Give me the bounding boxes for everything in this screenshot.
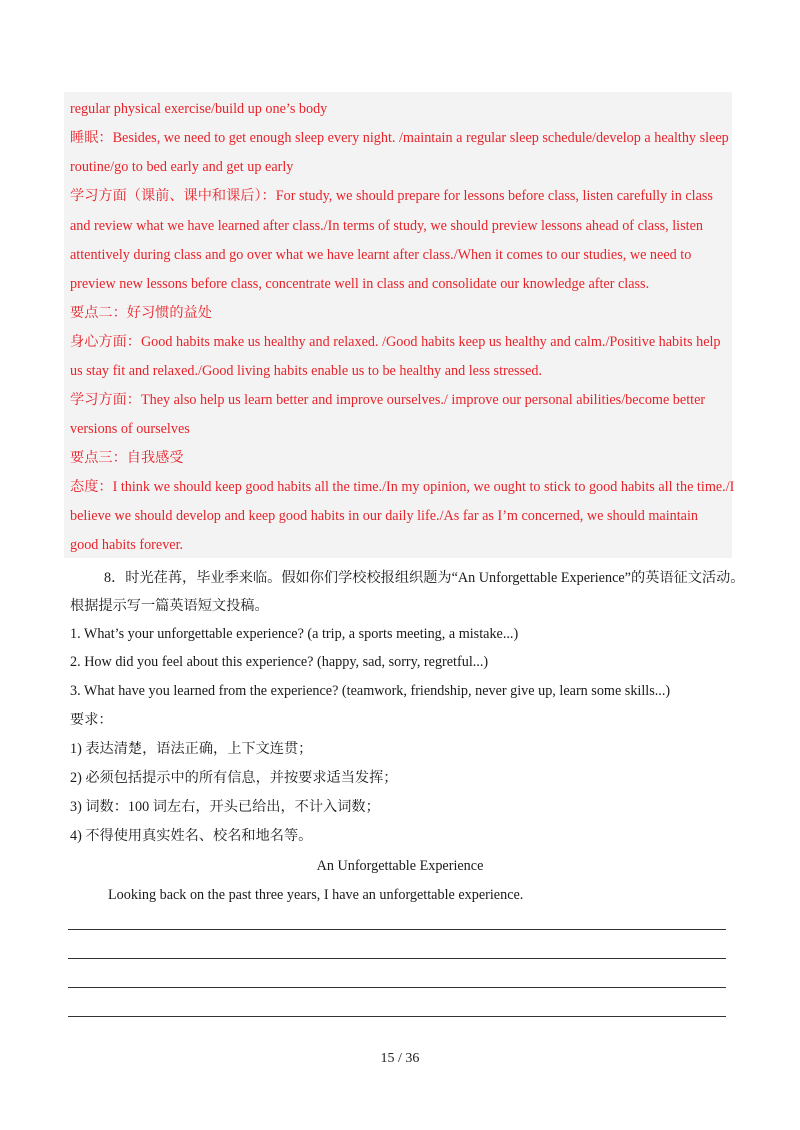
prompt-item: 2. How did you feel about this experience? (happy, sad, sorry, regretful...): [70, 654, 489, 670]
answer-line: believe we should develop and keep good habits in our daily life./As far as I’m concerned, we should maintain: [70, 508, 699, 524]
answer-line: 态度：I think we should keep good habits all the time./In my opinion, we ought to stick to good habits all the time./I: [70, 479, 735, 495]
answer-line: us stay fit and relaxed./Good living habits enable us to be healthy and less stressed.: [70, 363, 543, 379]
essay-title: An Unforgettable Experience: [316, 858, 484, 874]
answer-line: 学习方面：They also help us learn better and improve ourselves./ improve our personal abilities/become better: [70, 392, 706, 408]
answer-line: preview new lessons before class, concentrate well in class and consolidate our knowledge after class.: [70, 276, 650, 292]
page-number: 15 / 36: [380, 1051, 420, 1066]
answer-line: 学习方面（课前、课中和课后）：For study, we should prepare for lessons before class, listen carefully in class: [70, 188, 713, 204]
prompt-item: 1. What’s your unforgettable experience? (a trip, a sports meeting, a mistake...): [70, 626, 519, 642]
answer-line: attentively during class and go over what we have learnt after class./When it comes to our studies, we need to: [70, 247, 692, 263]
answer-writing-line[interactable]: [68, 929, 726, 930]
answer-line: 睡眠：Besides, we need to get enough sleep every night. /maintain a regular sleep schedule/develop a healthy sleep: [70, 130, 729, 146]
answer-line: and review what we have learned after class./In terms of study, we should preview lessons ahead of class, listen: [70, 218, 703, 234]
requirement-item: 4) 不得使用真实姓名、校名和地名等。: [70, 828, 313, 844]
requirements-heading: 要求：: [70, 712, 113, 728]
requirement-item: 2) 必须包括提示中的所有信息，并按要求适当发挥；: [70, 770, 398, 786]
answer-line: 身心方面：Good habits make us healthy and relaxed. /Good habits keep us healthy and calm./Positive habits help: [70, 334, 721, 350]
answer-line: versions of ourselves: [70, 421, 190, 437]
answer-writing-line[interactable]: [68, 987, 726, 988]
essay-opening: Looking back on the past three years, I have an unforgettable experience.: [108, 887, 524, 903]
prompt-item: 3. What have you learned from the experience? (teamwork, friendship, never give up, learn some skills...): [70, 683, 671, 699]
answer-heading: 要点三：自我感受: [70, 450, 184, 466]
answer-heading: 要点二：好习惯的益处: [70, 305, 212, 321]
requirement-item: 1) 表达清楚，语法正确，上下文连贯；: [70, 741, 313, 757]
answer-line: routine/go to bed early and get up early: [70, 159, 294, 175]
answer-writing-line[interactable]: [68, 958, 726, 959]
question-intro: 8．时光荏苒，毕业季来临。假如你们学校校报组织题为“An Unforgettable Experience”的英语征文活动。: [104, 570, 745, 586]
question-intro: 根据提示写一篇英语短文投稿。: [70, 598, 269, 614]
requirement-item: 3) 词数：100 词左右，开头已给出，不计入词数；: [70, 799, 380, 815]
answer-line: good habits forever.: [70, 537, 184, 553]
answer-writing-line[interactable]: [68, 1016, 726, 1017]
answer-line: regular physical exercise/build up one’s body: [70, 101, 328, 117]
